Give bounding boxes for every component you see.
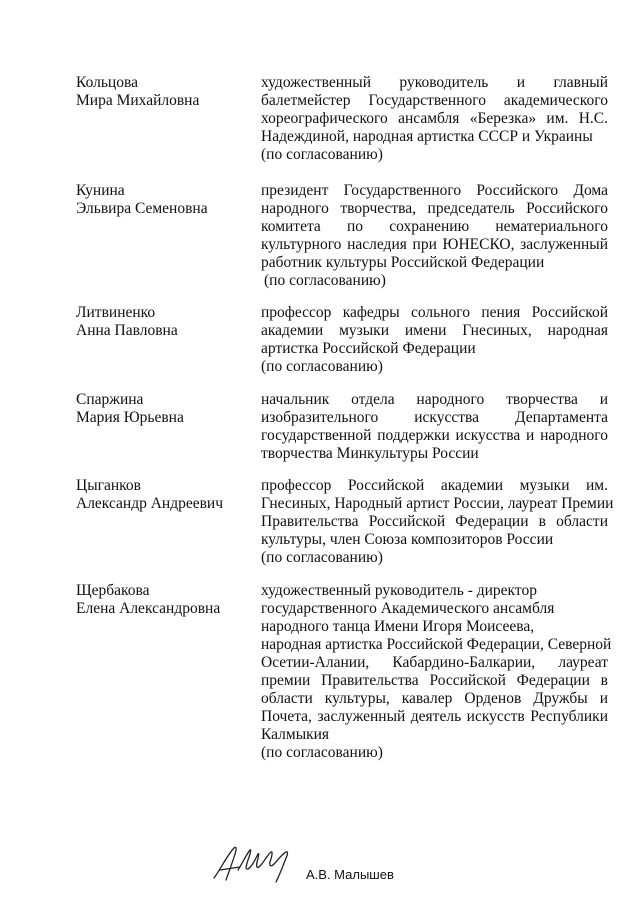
approval-note: (по согласованию) [261,744,383,761]
surname: Спаржина [76,391,144,408]
description-line: народного творчества, председатель Российского [261,200,608,217]
description-line: хореографического ансамбля «Березка» им. Н.С. [261,110,608,127]
surname: Щербакова [76,582,150,599]
description-line: профессор кафедры сольного пения Российской [261,304,608,321]
person-name [76,182,246,218]
surname: Кунина [76,182,125,199]
description-line: государственной поддержки искусства и народного [261,427,608,444]
approval-note: (по согласованию) [261,549,383,566]
signer-name: А.В. Малышев [306,867,394,882]
given-names: Анна Павловна [76,322,178,339]
position-description [261,304,608,376]
signature-block [210,840,510,890]
description-line: Гнесиных, Народный артист России, лауреат Премии [261,495,614,512]
description-line: народная артистка Российской Федерации, Северной [261,636,612,653]
surname: Кольцова [76,74,138,91]
person-name [76,304,246,340]
given-names: Мария Юрьевна [76,409,184,426]
description-line: профессор Российской академии музыки им. [261,477,608,494]
description-line: Осетии-Алании, Кабардино-Балкарии, лауреат [261,654,608,671]
given-names: Мира Михайловна [76,92,200,109]
approval-note: (по согласованию) [264,272,386,289]
description-line: Почета, заслуженный деятель искусств Республики [261,708,608,725]
description-line: культуры, член Союза композиторов России [261,531,554,548]
description-line: Правительства Российской Федерации в области [261,513,608,530]
description-line: государственного Академического ансамбля [261,600,555,617]
handwritten-signature [210,840,306,886]
description-line: народного танца Имени Игоря Моисеева, [261,618,535,635]
description-line: балетмейстер Государственного академического [261,92,608,109]
surname: Литвиненко [76,304,156,321]
position-description [261,582,612,762]
description-line: культурного наследия при ЮНЕСКО, заслуженный [261,236,608,253]
description-line: области культуры, кавалер Орденов Дружбы и [261,690,608,707]
person-name [76,74,246,110]
description-line: комитета по сохранению нематериального [261,218,608,235]
person-name [76,582,246,618]
description-line: премии Правительства Российской Федерации в [261,672,608,689]
given-names: Эльвира Семеновна [76,200,208,217]
description-line: изобразительного искусства Департамента [261,409,608,426]
position-description [261,391,608,463]
person-name [76,477,246,513]
position-description [261,182,608,290]
description-line: Надеждиной, народная артистка СССР и Украины [261,128,593,145]
description-line: творчества Минкультуры России [261,445,479,462]
description-line: академии музыки имени Гнесиных, народная [261,322,608,339]
description-line: начальник отдела народного творчества и [261,391,608,408]
description-line: артистка Российской Федерации [261,340,476,357]
description-line: художественный руководитель и главный [261,74,608,91]
description-line: президент Государственного Российского Дома [261,182,608,199]
position-description [261,74,608,164]
description-line: художественный руководитель - директор [261,582,537,599]
surname: Цыганков [76,477,141,494]
given-names: Елена Александровна [76,600,221,617]
description-line: работник культуры Российской Федерации [261,254,545,271]
person-name [76,391,246,427]
given-names: Александр Андреевич [76,495,224,512]
description-line: Калмыкия [261,726,330,743]
position-description [261,477,614,567]
approval-note: (по согласованию) [261,146,383,163]
approval-note: (по согласованию) [261,358,383,375]
